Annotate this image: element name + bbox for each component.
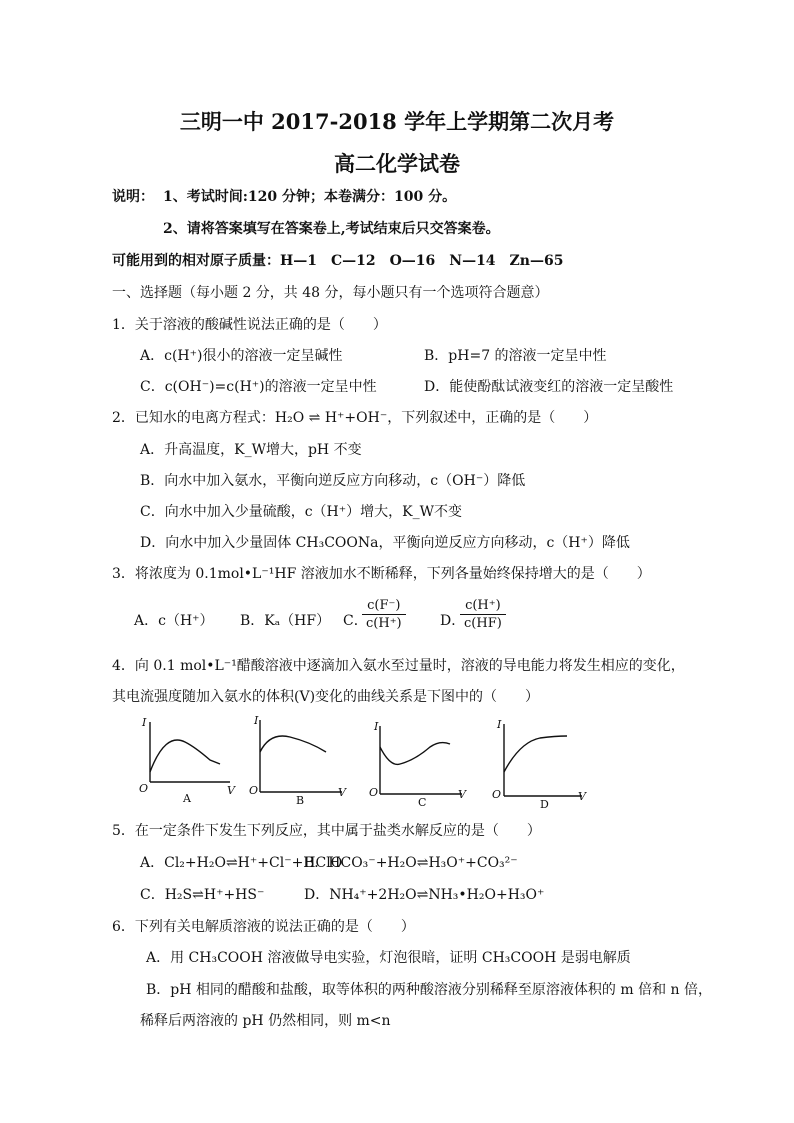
- q5-option-d: D．NH₄⁺+2H₂O⇌NH₃•H₂O+H₃O⁺: [304, 887, 545, 903]
- graph-b-x-label: V: [338, 786, 346, 799]
- graph-d-curve: [504, 736, 567, 772]
- graph-c-y-label: I: [374, 720, 379, 733]
- q3-stem: 3．将浓度为 0.1mol•L⁻¹HF 溶液加水不断稀释，下列各量始终保持增大的是（ ）: [112, 566, 651, 582]
- q3-c-numerator: c(F⁻): [367, 598, 401, 613]
- q5-option-b: B．HCO₃⁻+H₂O⇌H₃O⁺+CO₃²⁻: [304, 855, 518, 871]
- q2-option-c: C．向水中加入少量硫酸，c（H⁺）增大，K_W不变: [140, 504, 462, 520]
- graph-d-origin: O: [492, 788, 502, 801]
- q4-stem-line-1: 4．向 0.1 mol•L⁻¹醋酸溶液中逐滴加入氨水至过量时，溶液的导电能力将发生相应的变化，: [112, 658, 685, 674]
- q2-stem: 2．已知水的电离方程式：H₂O ⇌ H⁺+OH⁻，下列叙述中，正确的是（ ）: [112, 410, 598, 426]
- q4-stem-line-2: 其电流强度随加入氨水的体积(V)变化的曲线关系是下图中的（ ）: [112, 689, 540, 705]
- exam-title: 三明一中 2017-2018 学年上学期第二次月考: [179, 109, 615, 134]
- exam-subtitle: 高二化学试卷: [334, 151, 460, 176]
- q3-option-b: B．Kₐ（HF）: [240, 613, 331, 629]
- note-line-2: 2、请将答案填写在答案卷上,考试结束后只交答案卷。: [163, 221, 500, 237]
- q1-stem: 1．关于溶液的酸碱性说法正确的是（ ）: [112, 317, 387, 333]
- section-header: 一、选择题（每小题 2 分，共 48 分，每小题只有一个选项符合题意）: [112, 285, 549, 301]
- graph-d-x-label: V: [578, 790, 586, 803]
- q3-option-c-fraction: [362, 598, 406, 631]
- graph-c-x-label: V: [458, 788, 466, 801]
- q1-option-a: A．c(H⁺)很小的溶液一定呈碱性: [140, 348, 343, 364]
- q3-option-c-label: C．: [343, 613, 368, 629]
- q5-stem: 5．在一定条件下发生下列反应，其中属于盐类水解反应的是（ ）: [112, 823, 541, 839]
- q1-option-c: C．c(OH⁻)=c(H⁺)的溶液一定呈中性: [140, 379, 377, 395]
- q3-c-denominator: c(H⁺): [366, 616, 402, 631]
- q2-option-b: B．向水中加入氨水，平衡向逆反应方向移动，c（OH⁻）降低: [140, 473, 526, 489]
- q4-graphs: [130, 712, 600, 812]
- note-line-1: 1、考试时间:120 分钟；本卷满分：100 分。: [163, 189, 457, 205]
- graph-c-origin: O: [369, 786, 379, 799]
- q2-option-a: A．升高温度，K_W增大，pH 不变: [140, 442, 362, 458]
- q6-option-b-line-2: 稀释后两溶液的 pH 仍然相同，则 m<n: [140, 1013, 391, 1029]
- graph-c-caption: C: [418, 796, 427, 809]
- q3-option-a: A．c（H⁺）: [134, 613, 214, 629]
- atomic-masses: 可能用到的相对原子质量：H—1 C—12 O—16 N—14 Zn—65: [112, 253, 564, 269]
- graph-a-caption: A: [183, 792, 191, 805]
- q5-option-a: A．Cl₂+H₂O⇌H⁺+Cl⁻+HClO: [140, 855, 343, 871]
- notes-label: 说明：: [112, 189, 154, 205]
- q3-option-d-fraction: [460, 598, 506, 631]
- graph-a-curve: [150, 740, 220, 772]
- graph-d-y-label: I: [497, 718, 502, 731]
- graph-a-y-label: I: [142, 716, 147, 729]
- graph-b-y-label: I: [254, 714, 259, 727]
- graph-c-curve: [380, 743, 450, 765]
- q1-option-d: D．能使酚酞试液变红的溶液一定呈酸性: [424, 379, 674, 395]
- graph-a-origin: O: [139, 782, 149, 795]
- q1-option-b: B．pH=7 的溶液一定呈中性: [424, 348, 607, 364]
- q3-d-numerator: c(H⁺): [465, 598, 501, 613]
- q2-option-d: D．向水中加入少量固体 CH₃COONa，平衡向逆反应方向移动，c（H⁺）降低: [140, 535, 630, 551]
- q6-option-b-line-1: B．pH 相同的醋酸和盐酸，取等体积的两种酸溶液分别稀释至原溶液体积的 m 倍和 n 倍，: [146, 982, 712, 998]
- fraction-bar: [362, 614, 406, 615]
- graph-d-caption: D: [540, 798, 549, 811]
- graph-b-origin: O: [249, 784, 259, 797]
- graph-b-caption: B: [296, 794, 305, 807]
- q3-d-denominator: c(HF): [464, 616, 502, 631]
- q6-stem: 6．下列有关电解质溶液的说法正确的是（ ）: [112, 919, 415, 935]
- graph-b-curve: [260, 736, 326, 752]
- fraction-bar: [460, 614, 506, 615]
- q3-option-d-label: D．: [440, 613, 466, 629]
- q5-option-c: C．H₂S⇌H⁺+HS⁻: [140, 887, 265, 903]
- graph-a-x-label: V: [227, 784, 235, 797]
- q6-option-a: A．用 CH₃COOH 溶液做导电实验，灯泡很暗，证明 CH₃COOH 是弱电解质: [146, 950, 631, 966]
